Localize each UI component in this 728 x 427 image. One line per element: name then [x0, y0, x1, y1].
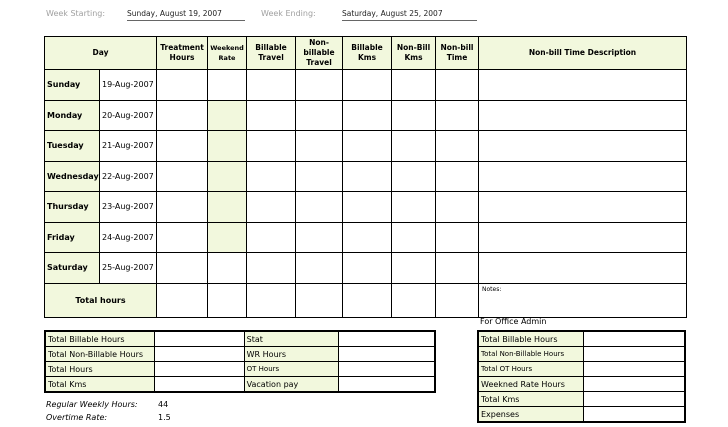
office-admin-label: Total Billable Hours	[478, 331, 584, 347]
day-row	[45, 222, 687, 253]
nonbill-kms-cell[interactable]	[392, 100, 436, 131]
notes-field[interactable]: Notes:	[479, 283, 687, 318]
billable-travel-cell[interactable]	[247, 70, 296, 101]
week-ending-field[interactable]: Saturday, August 25, 2007	[342, 9, 477, 21]
weekend-rate-cell[interactable]	[208, 192, 247, 223]
day-row	[45, 192, 687, 223]
description-cell[interactable]	[479, 131, 687, 162]
nonbill-kms-cell[interactable]	[392, 131, 436, 162]
col-header-nonbill-kms: Non-Bill Kms	[392, 37, 436, 70]
day-date: 22-Aug-2007	[100, 161, 157, 192]
billable-kms-cell[interactable]	[343, 131, 392, 162]
weekend-rate-cell[interactable]	[208, 100, 247, 131]
nonbill-time-cell[interactable]	[436, 253, 479, 284]
day-row	[45, 70, 687, 101]
summary-value-field[interactable]	[339, 331, 435, 347]
nonbill-kms-cell[interactable]	[392, 253, 436, 284]
regular-weekly-hours-value[interactable]: 44	[158, 400, 169, 409]
nonbillable-travel-cell[interactable]	[296, 70, 343, 101]
day-row	[45, 100, 687, 131]
nonbill-time-cell[interactable]	[436, 192, 479, 223]
billable-kms-cell[interactable]	[343, 253, 392, 284]
office-admin-value-field[interactable]	[584, 377, 685, 392]
day-name: Thursday	[45, 192, 100, 223]
office-admin-label: Total Kms	[478, 392, 584, 407]
treatment-hours-cell[interactable]	[157, 222, 208, 253]
nonbill-time-cell[interactable]	[436, 222, 479, 253]
summary-label: Total Billable Hours	[45, 331, 155, 347]
overtime-rate-value[interactable]: 1.5	[158, 413, 171, 422]
billable-travel-cell[interactable]	[247, 222, 296, 253]
billable-kms-cell[interactable]	[343, 222, 392, 253]
total-billable-travel-cell[interactable]	[247, 283, 296, 318]
office-admin-value-field[interactable]	[584, 392, 685, 407]
billable-travel-cell[interactable]	[247, 100, 296, 131]
summary-label-secondary: Vacation pay	[244, 377, 339, 393]
nonbill-time-cell[interactable]	[436, 131, 479, 162]
nonbill-kms-cell[interactable]	[392, 192, 436, 223]
description-cell[interactable]	[479, 161, 687, 192]
day-date: 25-Aug-2007	[100, 253, 157, 284]
billable-travel-cell[interactable]	[247, 131, 296, 162]
weekend-rate-cell[interactable]	[208, 222, 247, 253]
nonbillable-travel-cell[interactable]	[296, 222, 343, 253]
billable-travel-cell[interactable]	[247, 192, 296, 223]
office-admin-title: For Office Admin	[480, 317, 547, 326]
office-admin-row	[478, 392, 685, 407]
nonbill-time-cell[interactable]	[436, 100, 479, 131]
summary-row	[45, 331, 435, 347]
weekend-rate-cell[interactable]	[208, 131, 247, 162]
summary-value-field[interactable]	[339, 377, 435, 393]
summary-value-field[interactable]	[155, 377, 244, 393]
description-cell[interactable]	[479, 70, 687, 101]
day-date: 21-Aug-2007	[100, 131, 157, 162]
billable-kms-cell[interactable]	[343, 100, 392, 131]
regular-weekly-hours-label: Regular Weekly Hours:	[46, 400, 138, 409]
nonbillable-travel-cell[interactable]	[296, 131, 343, 162]
treatment-hours-cell[interactable]	[157, 100, 208, 131]
office-admin-label: Total Non-Billable Hours	[478, 347, 584, 362]
billable-travel-cell[interactable]	[247, 161, 296, 192]
summary-row	[45, 377, 435, 393]
office-admin-table	[477, 330, 686, 423]
billable-kms-cell[interactable]	[343, 161, 392, 192]
description-cell[interactable]	[479, 100, 687, 131]
treatment-hours-cell[interactable]	[157, 253, 208, 284]
summary-label-secondary: OT Hours	[244, 362, 339, 377]
col-header-treatment-hours: Treatment Hours	[157, 37, 208, 70]
day-row	[45, 131, 687, 162]
weekend-rate-cell[interactable]	[208, 70, 247, 101]
nonbill-time-cell[interactable]	[436, 161, 479, 192]
nonbillable-travel-cell[interactable]	[296, 192, 343, 223]
summary-label: Total Kms	[45, 377, 155, 393]
col-header-nonbill-time: Non-bill Time	[436, 37, 479, 70]
office-admin-label: Total OT Hours	[478, 362, 584, 377]
office-admin-value-field[interactable]	[584, 362, 685, 377]
summary-left-table	[44, 330, 436, 393]
timesheet-table	[44, 36, 687, 318]
summary-label-secondary: WR Hours	[244, 347, 339, 362]
summary-row	[45, 362, 435, 377]
office-admin-row	[478, 377, 685, 392]
weekend-rate-cell[interactable]	[208, 161, 247, 192]
header-row	[45, 37, 687, 70]
week-ending-label: Week Ending:	[261, 9, 316, 18]
total-weekend-rate-cell[interactable]	[208, 283, 247, 318]
total-treatment-hours-cell[interactable]	[157, 283, 208, 318]
office-admin-label: Expenses	[478, 407, 584, 423]
office-admin-value-field[interactable]	[584, 347, 685, 362]
total-nonbillable-travel-cell[interactable]	[296, 283, 343, 318]
col-header-day: Day	[45, 37, 157, 70]
week-starting-field[interactable]: Sunday, August 19, 2007	[127, 9, 245, 21]
summary-row	[45, 347, 435, 362]
nonbillable-travel-cell[interactable]	[296, 161, 343, 192]
treatment-hours-cell[interactable]	[157, 192, 208, 223]
col-header-nonbillable-travel: Non- billable Travel	[296, 37, 343, 70]
nonbill-kms-cell[interactable]	[392, 161, 436, 192]
total-nonbill-time-cell[interactable]	[436, 283, 479, 318]
col-header-description: Non-bill Time Description	[479, 37, 687, 70]
col-header-weekend-rate: Weekend Rate	[208, 37, 247, 70]
summary-value-field[interactable]	[339, 347, 435, 362]
treatment-hours-cell[interactable]	[157, 161, 208, 192]
nonbill-time-cell[interactable]	[436, 70, 479, 101]
total-nonbill-kms-cell[interactable]	[392, 283, 436, 318]
day-row	[45, 161, 687, 192]
week-starting-label: Week Starting:	[46, 9, 106, 18]
billable-kms-cell[interactable]	[343, 70, 392, 101]
office-admin-value-field[interactable]	[584, 331, 685, 347]
summary-value-field[interactable]	[155, 331, 244, 347]
summary-value-field[interactable]	[155, 347, 244, 362]
nonbillable-travel-cell[interactable]	[296, 253, 343, 284]
nonbill-kms-cell[interactable]	[392, 222, 436, 253]
day-date: 20-Aug-2007	[100, 100, 157, 131]
total-hours-row	[45, 283, 687, 318]
description-cell[interactable]	[479, 253, 687, 284]
col-header-billable-travel: Billable Travel	[247, 37, 296, 70]
description-cell[interactable]	[479, 222, 687, 253]
summary-value-field[interactable]	[339, 362, 435, 377]
weekend-rate-cell[interactable]	[208, 253, 247, 284]
total-billable-kms-cell[interactable]	[343, 283, 392, 318]
office-admin-row	[478, 347, 685, 362]
day-name: Saturday	[45, 253, 100, 284]
treatment-hours-cell[interactable]	[157, 131, 208, 162]
description-cell[interactable]	[479, 192, 687, 223]
summary-label-secondary: Stat	[244, 331, 339, 347]
day-name: Sunday	[45, 70, 100, 101]
office-admin-row	[478, 331, 685, 347]
day-date: 24-Aug-2007	[100, 222, 157, 253]
office-admin-label: Weekned Rate Hours	[478, 377, 584, 392]
summary-label: Total Hours	[45, 362, 155, 377]
day-date: 19-Aug-2007	[100, 70, 157, 101]
col-header-billable-kms: Billable Kms	[343, 37, 392, 70]
billable-kms-cell[interactable]	[343, 192, 392, 223]
day-name: Monday	[45, 100, 100, 131]
day-name: Friday	[45, 222, 100, 253]
summary-label: Total Non-Billable Hours	[45, 347, 155, 362]
day-name: Wednesday	[45, 161, 100, 192]
summary-value-field[interactable]	[155, 362, 244, 377]
billable-travel-cell[interactable]	[247, 253, 296, 284]
day-row	[45, 253, 687, 284]
nonbillable-travel-cell[interactable]	[296, 100, 343, 131]
total-hours-label: Total hours	[45, 283, 157, 318]
office-admin-value-field[interactable]	[584, 407, 685, 423]
day-date: 23-Aug-2007	[100, 192, 157, 223]
office-admin-row	[478, 362, 685, 377]
day-name: Tuesday	[45, 131, 100, 162]
treatment-hours-cell[interactable]	[157, 70, 208, 101]
overtime-rate-label: Overtime Rate:	[46, 413, 108, 422]
nonbill-kms-cell[interactable]	[392, 70, 436, 101]
office-admin-row	[478, 407, 685, 423]
